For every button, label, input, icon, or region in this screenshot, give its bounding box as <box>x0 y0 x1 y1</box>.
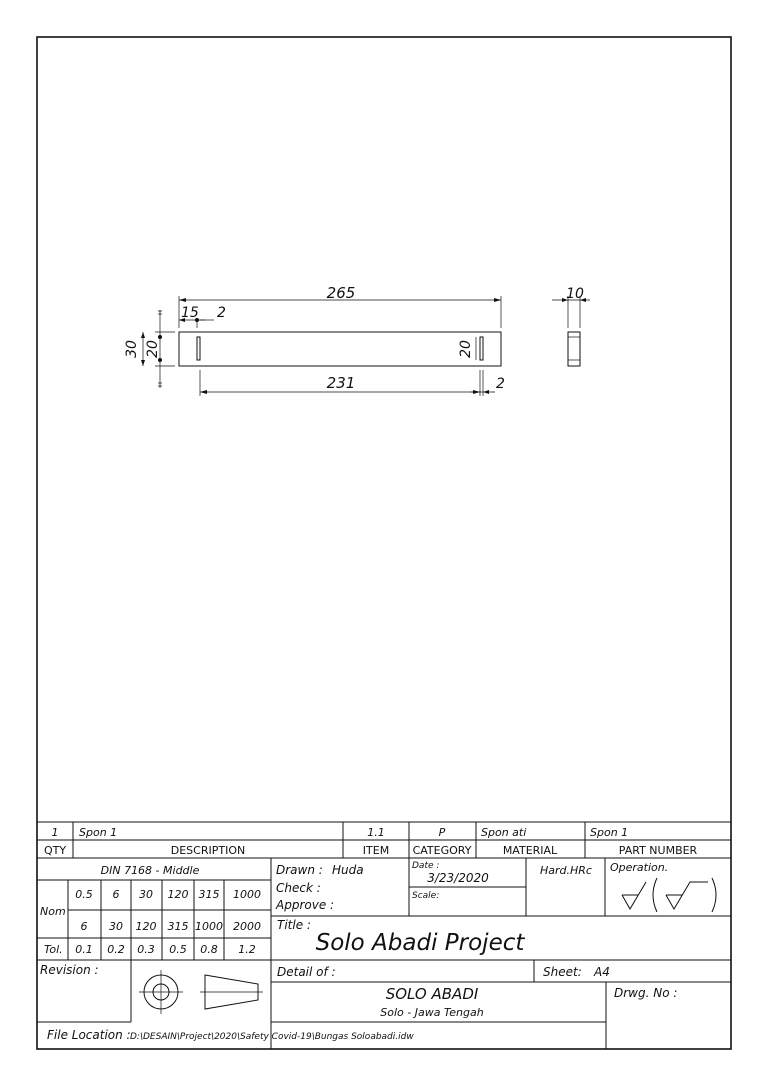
dim-slot-width: 2 <box>217 305 226 321</box>
title-value: Solo Abadi Project <box>315 930 525 956</box>
hdr-category: CATEGORY <box>412 844 472 857</box>
tolerance-standard: DIN 7168 - Middle <box>100 864 200 877</box>
bom-part-number: Spon 1 <box>590 826 629 839</box>
drawn-value: Huda <box>332 863 364 877</box>
hdr-material: MATERIAL <box>502 844 558 857</box>
bom-material: Spon ati <box>481 826 527 839</box>
sheet-value: A4 <box>594 965 610 979</box>
surface-finish-symbol <box>622 878 716 912</box>
dim-height: 30 <box>124 340 140 358</box>
approve-label: Approve : <box>276 898 335 912</box>
nom-from-3: 120 <box>167 888 189 901</box>
date-value: 3/23/2020 <box>427 871 489 885</box>
drawing-no-label: Drwg. No : <box>614 986 678 1000</box>
bom-qty: 1 <box>51 826 59 839</box>
nom-to-1: 30 <box>109 920 123 933</box>
tol-label: Tol. <box>44 943 63 956</box>
nom-from-1: 6 <box>112 888 120 901</box>
nom-to-5: 2000 <box>233 920 261 933</box>
projection-symbol <box>139 970 263 1014</box>
nom-to-3: 315 <box>167 920 189 933</box>
dim-slot-height: 20 <box>145 340 161 358</box>
dim-inner-length: 231 <box>326 374 356 392</box>
company-location: Solo - Jawa Tengah <box>380 1006 484 1019</box>
title-block <box>37 822 731 1049</box>
date-label: Date : <box>412 861 440 871</box>
bom-description: Spon 1 <box>79 826 118 839</box>
tol-value-4: 0.8 <box>200 943 218 956</box>
tol-value-5: 1.2 <box>238 943 256 956</box>
tol-value-1: 0.2 <box>107 943 125 956</box>
nom-from-4: 315 <box>198 888 220 901</box>
side-view <box>552 286 590 366</box>
hdr-description: DESCRIPTION <box>170 844 246 857</box>
revision-label: Revision : <box>40 963 99 977</box>
dim-offset: 15 <box>181 305 199 321</box>
file-location-label: File Location : <box>47 1028 131 1042</box>
nom-to-0: 6 <box>80 920 88 933</box>
hardness-label: Hard.HRc <box>540 864 592 877</box>
drawn-label: Drawn : <box>276 863 323 877</box>
tol-value-2: 0.3 <box>137 943 155 956</box>
part-outline <box>179 332 501 366</box>
hdr-qty: QTY <box>43 844 67 857</box>
title-label: Title : <box>277 918 311 932</box>
tol-value-0: 0.1 <box>75 943 93 956</box>
dim-slot-height-right: 20 <box>458 340 474 358</box>
nom-from-0: 0.5 <box>75 888 93 901</box>
nom-to-2: 120 <box>135 920 157 933</box>
hdr-item: ITEM <box>362 844 390 857</box>
dim-overall-length: 265 <box>326 284 356 302</box>
operation-label: Operation. <box>610 861 669 874</box>
nom-label: Nom <box>40 905 66 918</box>
check-label: Check : <box>276 881 321 895</box>
right-slot <box>480 337 483 360</box>
dim-slot-width-right: 2 <box>496 376 505 392</box>
nom-from-5: 1000 <box>233 888 261 901</box>
file-location-value: D:\DESAIN\Project\2020\Safety Covid-19\Bungas Soloabadi.idw <box>130 1032 414 1042</box>
bom-item: 1.1 <box>367 826 385 839</box>
nom-from-2: 30 <box>139 888 153 901</box>
front-view <box>124 284 505 396</box>
company-name: SOLO ABADI <box>385 985 479 1003</box>
sheet-label: Sheet: <box>543 965 582 979</box>
tol-value-3: 0.5 <box>169 943 187 956</box>
detail-label: Detail of : <box>277 965 336 979</box>
left-slot <box>197 337 200 360</box>
dim-thickness: 10 <box>566 286 584 302</box>
bom-category: P <box>438 826 446 839</box>
scale-label: Scale: <box>412 891 440 901</box>
nom-to-4: 1000 <box>195 920 223 933</box>
hdr-part-number: PART NUMBER <box>618 844 698 857</box>
